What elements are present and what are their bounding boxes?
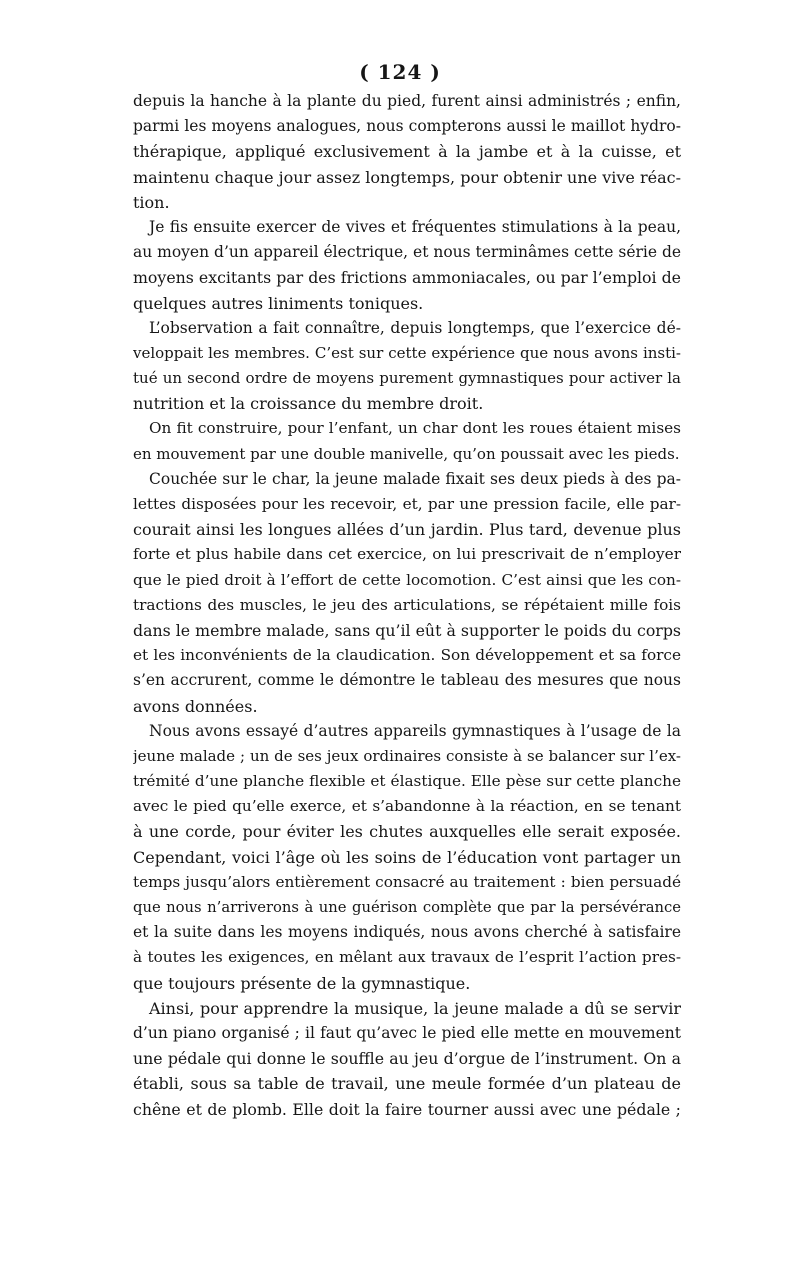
text-line: Je fis ensuite exercer de vives et fréquentes stimulations à la peau, (149, 217, 681, 236)
text-line: trémité d’une planche flexible et élastique. Elle pèse sur cette planche (133, 772, 681, 791)
text-line: une pédale qui donne le souffle au jeu d’orgue de l’instrument. On a (133, 1049, 681, 1069)
text-line: parmi les moyens analogues, nous compterons aussi le maillot hydro- (133, 117, 681, 136)
text-line: L’observation a fait connaître, depuis longtemps, que l’exercice dé- (149, 318, 681, 337)
text-line: Nous avons essayé d’autres appareils gymnastiques à l’usage de la (149, 721, 681, 740)
text-line: avec le pied qu’elle exerce, et s’abandonne à la réaction, en se tenant (133, 797, 681, 816)
text-line: lettes disposées pour les recevoir, et, par une pression facile, elle par- (133, 495, 681, 513)
text-line: veloppait les membres. C’est sur cette expérience que nous avons insti- (133, 343, 681, 362)
text-line: forte et plus habile dans cet exercice, on lui prescrivait de n’employer (133, 545, 681, 564)
text-line: que le pied droit à l’effort de cette locomotion. C’est ainsi que les con- (133, 570, 681, 589)
text-line: moyens excitants par des frictions ammoniacales, ou par l’emploi de (133, 268, 681, 288)
text-line: que nous n’arriverons à une guérison complète que par la persévérance (133, 899, 681, 916)
text-line: depuis la hanche à la plante du pied, furent ainsi administrés ; enfin, (133, 92, 681, 110)
text-line: à toutes les exigences, en mêlant aux travaux de l’esprit l’action pres- (133, 948, 681, 967)
text-line: tué un second ordre de moyens purement gymnastiques pour activer la (133, 369, 681, 388)
text-line: s’en accrurent, comme le démontre le tableau des mesures que nous (133, 671, 681, 690)
text-line: nutrition et la croissance du membre droit. (133, 394, 484, 414)
text-line: courait ainsi les longues allées d’un jardin. Plus tard, devenue plus (133, 520, 681, 540)
text-line: d’un piano organisé ; il faut qu’avec le pied elle mette en mouvement (133, 1023, 681, 1042)
text-line: quelques autres liniments toniques. (133, 293, 424, 313)
text-line: tractions des muscles, le jeu des articulations, se répétaient mille fois (133, 595, 681, 614)
text-line: thérapique, appliqué exclusivement à la jambe et à la cuisse, et (133, 142, 681, 162)
text-line: en mouvement par une double manivelle, qu’on poussait avec les pieds. (133, 444, 680, 463)
text-line: jeune malade ; un de ses jeux ordinaires consiste à se balancer sur l’ex- (133, 746, 681, 765)
text-line: On fit construire, pour l’enfant, un char dont les roues étaient mises (149, 419, 681, 438)
text-line: Cependant, voici l’âge où les soins de l’éducation vont partager un (133, 847, 681, 867)
text-line: établi, sous sa table de travail, une meule formée d’un plateau de (133, 1074, 681, 1094)
text-line: Ainsi, pour apprendre la musique, la jeune malade a dû se servir (149, 998, 681, 1018)
text-line: que toujours présente de la gymnastique. (133, 973, 471, 993)
text-line: dans le membre malade, sans qu’il eût à supporter le poids du corps (133, 620, 681, 640)
text-line: tion. (133, 192, 170, 212)
text-line: temps jusqu’alors entièrement consacré au traitement : bien persuadé (133, 872, 681, 891)
text-line: maintenu chaque jour assez longtemps, pour obtenir une vive réac- (133, 167, 681, 187)
text-line: à une corde, pour éviter les chutes auxquelles elle serait exposée. (133, 822, 681, 842)
text-line: avons données. (133, 696, 258, 716)
text-line: et la suite dans les moyens indiqués, nous avons cherché à satisfaire (133, 923, 681, 942)
text-line: et les inconvénients de la claudication. Son développement et sa force (133, 646, 681, 665)
text-line: au moyen d’un appareil électrique, et nous terminâmes cette série de (133, 243, 681, 262)
text-line: Couchée sur le char, la jeune malade fixait ses deux pieds à des pa- (149, 469, 681, 488)
body-text (133, 89, 681, 1122)
text-line: chêne et de plomb. Elle doit la faire tourner aussi avec une pédale ; (133, 1099, 681, 1119)
page-number: ( 124 ) (359, 60, 441, 84)
